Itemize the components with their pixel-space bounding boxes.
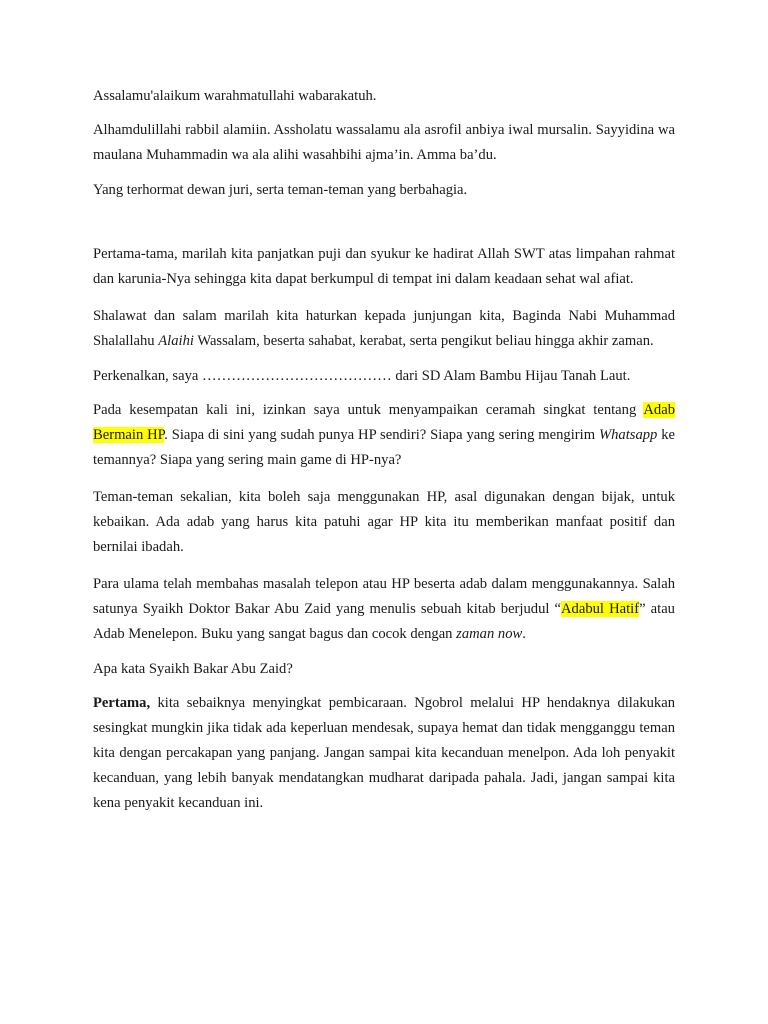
paragraph-first-point [93,691,675,816]
document-page [93,86,675,828]
text-run: ke temannya? Siapa yang sering main game di HP-nya? [93,427,675,468]
paragraph-wise-use: Teman-teman sekalian, kita boleh saja menggunakan HP, asal digunakan dengan bijak, untuk kebaikan. Ada adab yang harus kita patuhi agar HP kita itu memberikan manfaat positif dan bernilai ibadah. [93,489,675,555]
italic-text: zaman now [456,626,523,642]
paragraph-topic [93,398,675,473]
text-run: . [522,626,526,642]
text-run: Pada kesempatan kali ini, izinkan saya untuk menyampaikan ceramah singkat tentang [93,402,644,418]
paragraph-greeting: Assalamu'alaikum warahmatullahi wabarakatuh. [93,88,377,104]
paragraph-opening-prayer: Alhamdulillahi rabbil alamiin. Assholatu wassalamu ala asrofil anbiya iwal mursalin. Sayyidina wa maulana Muhammadin wa ala alihi wasahbihi ajma’in. Amma ba’du. [93,122,675,163]
highlighted-text: Adab Bermain HP [93,402,675,443]
paragraph-shalawat [93,304,675,354]
italic-text: Alaihi [158,333,194,349]
text-run: ” atau Adab Menelepon. Buku yang sangat bagus dan cocok dengan [93,601,675,642]
paragraph-address: Yang terhormat dewan juri, serta teman-teman yang berbahagia. [93,182,468,198]
paragraph-introduction: Perkenalkan, saya ………………………………… dari SD Alam Bambu Hijau Tanah Laut. [93,368,631,384]
italic-text: Whatsapp [598,427,658,443]
text-run: . Siapa di sini yang sudah punya HP sendiri? Siapa yang sering mengirim [164,427,599,443]
text-run: Para ulama telah membahas masalah telepon atau HP beserta adab dalam menggunakannya. Salah satunya Syaikh Doktor Bakar Abu Zaid yang menulis sebuah kitab berjudul “ [93,576,675,617]
paragraph-scholars [93,572,675,647]
bold-text: Pertama, [93,695,151,711]
text-run: Wassalam, beserta sahabat, kerabat, serta pengikut beliau hingga akhir zaman. [193,333,654,349]
text-run: Shalawat dan salam marilah kita haturkan kepada junjungan kita, Baginda Nabi Muhammad Shalallahu [93,308,675,349]
highlighted-text: Adabul Hatif [561,601,640,617]
paragraph-question: Apa kata Syaikh Bakar Abu Zaid? [93,661,293,677]
text-run: kita sebaiknya menyingkat pembicaraan. Ngobrol melalui HP hendaknya dilakukan sesingkat mungkin jika tidak ada keperluan mendesak, supaya hemat dan tidak mengganggu teman kita dengan percakapan yang panjang. Jangan sampai kita kecanduan menelpon. Ada loh penyakit kecanduan, yang lebih banyak mendatangkan mudharat daripada pahala. Jadi, jangan sampai kita kena penyakit kecanduan ini. [93,695,675,811]
paragraph-gratitude: Pertama-tama, marilah kita panjatkan puji dan syukur ke hadirat Allah SWT atas limpahan rahmat dan karunia-Nya sehingga kita dapat berkumpul di tempat ini dalam keadaan sehat wal afiat. [93,246,675,287]
